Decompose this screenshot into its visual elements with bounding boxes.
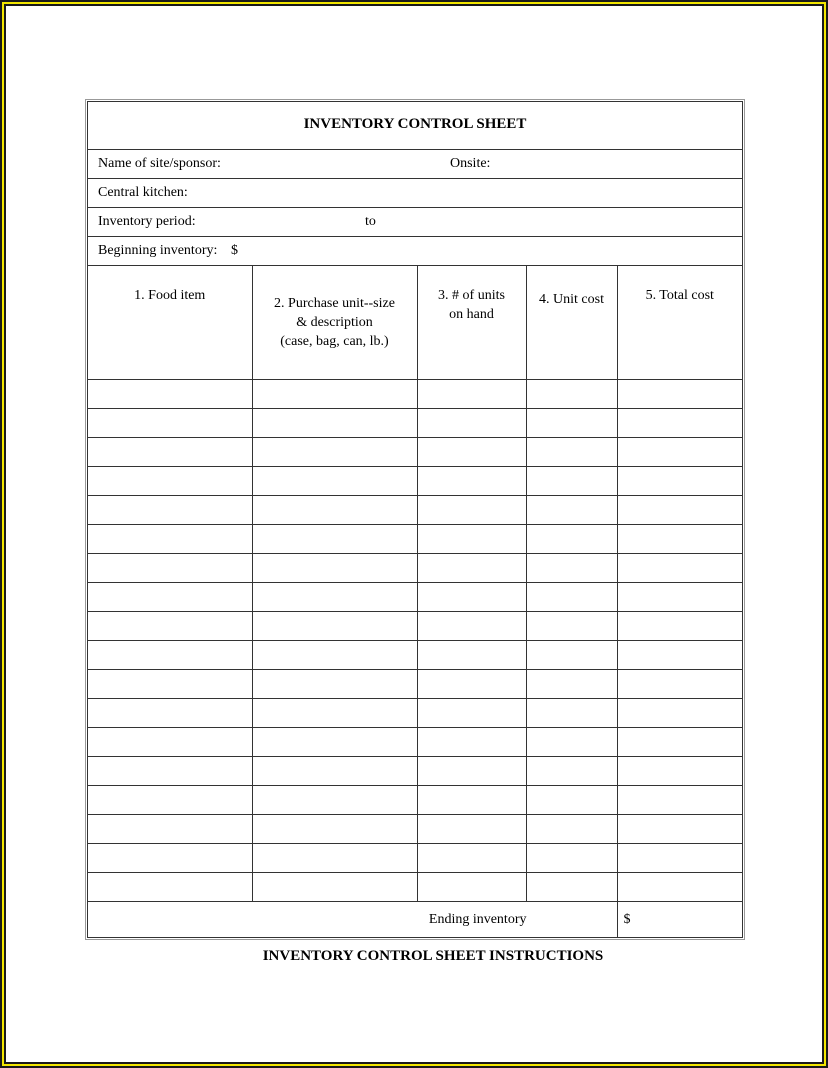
total-cost-cell[interactable] — [617, 873, 742, 902]
col-total-cost: 5. Total cost — [617, 266, 742, 380]
units-on-hand-cell[interactable] — [417, 641, 526, 670]
kitchen-label: Central kitchen: — [98, 185, 188, 200]
purchase-unit-cell[interactable] — [252, 380, 417, 409]
units-on-hand-cell[interactable] — [417, 554, 526, 583]
col-unit-cost: 4. Unit cost — [526, 266, 617, 380]
header-row — [88, 266, 742, 380]
table-row — [88, 815, 742, 844]
total-cost-cell[interactable] — [617, 583, 742, 612]
purchase-unit-cell[interactable] — [252, 525, 417, 554]
food-item-cell[interactable] — [88, 844, 252, 873]
table-row — [88, 380, 742, 409]
site-label: Name of site/sponsor: — [98, 156, 221, 171]
table-row — [88, 496, 742, 525]
total-cost-cell[interactable] — [617, 844, 742, 873]
total-cost-cell[interactable] — [617, 815, 742, 844]
units-on-hand-cell[interactable] — [417, 815, 526, 844]
col-purchase-unit: 2. Purchase unit--size & description (case, bag, can, lb.) — [252, 266, 417, 380]
total-cost-cell[interactable] — [617, 438, 742, 467]
food-item-cell[interactable] — [88, 496, 252, 525]
unit-cost-cell[interactable] — [526, 438, 617, 467]
total-cost-cell[interactable] — [617, 786, 742, 815]
kitchen-row — [88, 179, 742, 208]
unit-cost-cell[interactable] — [526, 728, 617, 757]
table-row — [88, 757, 742, 786]
table-row — [88, 467, 742, 496]
food-item-cell[interactable] — [88, 409, 252, 438]
total-cost-cell[interactable] — [617, 728, 742, 757]
food-item-cell[interactable] — [88, 583, 252, 612]
units-on-hand-cell[interactable] — [417, 786, 526, 815]
food-item-cell[interactable] — [88, 554, 252, 583]
purchase-unit-cell[interactable] — [252, 844, 417, 873]
unit-cost-cell[interactable] — [526, 380, 617, 409]
food-item-cell[interactable] — [88, 467, 252, 496]
total-cost-cell[interactable] — [617, 525, 742, 554]
food-item-cell[interactable] — [88, 438, 252, 467]
food-item-cell[interactable] — [88, 380, 252, 409]
total-cost-cell[interactable] — [617, 641, 742, 670]
units-on-hand-cell[interactable] — [417, 583, 526, 612]
units-on-hand-cell[interactable] — [417, 757, 526, 786]
purchase-unit-cell[interactable] — [252, 757, 417, 786]
table-row — [88, 554, 742, 583]
food-item-cell[interactable] — [88, 699, 252, 728]
units-on-hand-cell[interactable] — [417, 467, 526, 496]
table-row — [88, 699, 742, 728]
purchase-unit-cell[interactable] — [252, 409, 417, 438]
total-cost-cell[interactable] — [617, 380, 742, 409]
beginning-label: Beginning inventory: — [98, 243, 218, 258]
unit-cost-cell[interactable] — [526, 699, 617, 728]
units-on-hand-cell[interactable] — [417, 496, 526, 525]
units-on-hand-cell[interactable] — [417, 525, 526, 554]
total-cost-cell[interactable] — [617, 409, 742, 438]
onsite-label: Onsite: — [450, 156, 491, 171]
ending-currency: $ — [617, 902, 742, 938]
total-cost-cell[interactable] — [617, 670, 742, 699]
food-item-cell[interactable] — [88, 612, 252, 641]
unit-cost-cell[interactable] — [526, 641, 617, 670]
purchase-unit-cell[interactable] — [252, 438, 417, 467]
unit-cost-cell[interactable] — [526, 409, 617, 438]
unit-cost-cell[interactable] — [526, 525, 617, 554]
unit-cost-cell[interactable] — [526, 670, 617, 699]
table-row — [88, 670, 742, 699]
purchase-unit-cell[interactable] — [252, 699, 417, 728]
col-food-item: 1. Food item — [88, 266, 252, 380]
total-cost-cell[interactable] — [617, 467, 742, 496]
purchase-unit-cell[interactable] — [252, 612, 417, 641]
table-row — [88, 873, 742, 902]
table-row — [88, 641, 742, 670]
inventory-form — [87, 101, 743, 938]
total-cost-cell[interactable] — [617, 757, 742, 786]
unit-cost-cell[interactable] — [526, 757, 617, 786]
units-on-hand-cell[interactable] — [417, 844, 526, 873]
food-item-cell[interactable] — [88, 815, 252, 844]
total-cost-cell[interactable] — [617, 612, 742, 641]
form-title: INVENTORY CONTROL SHEET — [88, 102, 742, 150]
table-row — [88, 786, 742, 815]
units-on-hand-cell[interactable] — [417, 438, 526, 467]
purchase-unit-cell[interactable] — [252, 670, 417, 699]
purchase-unit-cell[interactable] — [252, 728, 417, 757]
table-row — [88, 728, 742, 757]
purchase-unit-cell[interactable] — [252, 554, 417, 583]
table-row — [88, 612, 742, 641]
food-item-cell[interactable] — [88, 757, 252, 786]
table-row — [88, 525, 742, 554]
period-row — [88, 208, 742, 237]
inventory-table — [88, 266, 742, 937]
period-label: Inventory period: — [98, 214, 196, 229]
beginning-currency: $ — [231, 243, 238, 258]
units-on-hand-cell[interactable] — [417, 873, 526, 902]
purchase-unit-cell[interactable] — [252, 786, 417, 815]
food-item-cell[interactable] — [88, 670, 252, 699]
instructions-title: INVENTORY CONTROL SHEET INSTRUCTIONS — [262, 948, 604, 964]
unit-cost-cell[interactable] — [526, 873, 617, 902]
purchase-unit-cell[interactable] — [252, 815, 417, 844]
unit-cost-cell[interactable] — [526, 815, 617, 844]
table-row — [88, 844, 742, 873]
food-item-cell[interactable] — [88, 786, 252, 815]
ending-label: Ending inventory — [88, 902, 617, 938]
purchase-unit-cell[interactable] — [252, 641, 417, 670]
purchase-unit-cell[interactable] — [252, 873, 417, 902]
units-on-hand-cell[interactable] — [417, 699, 526, 728]
table-row — [88, 583, 742, 612]
units-on-hand-cell[interactable] — [417, 380, 526, 409]
total-cost-cell[interactable] — [617, 554, 742, 583]
food-item-cell[interactable] — [88, 728, 252, 757]
unit-cost-cell[interactable] — [526, 612, 617, 641]
unit-cost-cell[interactable] — [526, 496, 617, 525]
food-item-cell[interactable] — [88, 641, 252, 670]
table-row — [88, 409, 742, 438]
beginning-row — [88, 237, 742, 266]
purchase-unit-cell[interactable] — [252, 467, 417, 496]
col-units-on-hand: 3. # of units on hand — [417, 266, 526, 380]
food-item-cell[interactable] — [88, 525, 252, 554]
period-to-label: to — [365, 214, 376, 229]
unit-cost-cell[interactable] — [526, 786, 617, 815]
unit-cost-cell[interactable] — [526, 554, 617, 583]
purchase-unit-cell[interactable] — [252, 583, 417, 612]
ending-row — [88, 902, 742, 938]
units-on-hand-cell[interactable] — [417, 612, 526, 641]
purchase-unit-cell[interactable] — [252, 496, 417, 525]
units-on-hand-cell[interactable] — [417, 409, 526, 438]
unit-cost-cell[interactable] — [526, 844, 617, 873]
food-item-cell[interactable] — [88, 873, 252, 902]
unit-cost-cell[interactable] — [526, 583, 617, 612]
table-row — [88, 438, 742, 467]
units-on-hand-cell[interactable] — [417, 728, 526, 757]
site-row — [88, 150, 742, 179]
unit-cost-cell[interactable] — [526, 467, 617, 496]
total-cost-cell[interactable] — [617, 496, 742, 525]
units-on-hand-cell[interactable] — [417, 670, 526, 699]
total-cost-cell[interactable] — [617, 699, 742, 728]
